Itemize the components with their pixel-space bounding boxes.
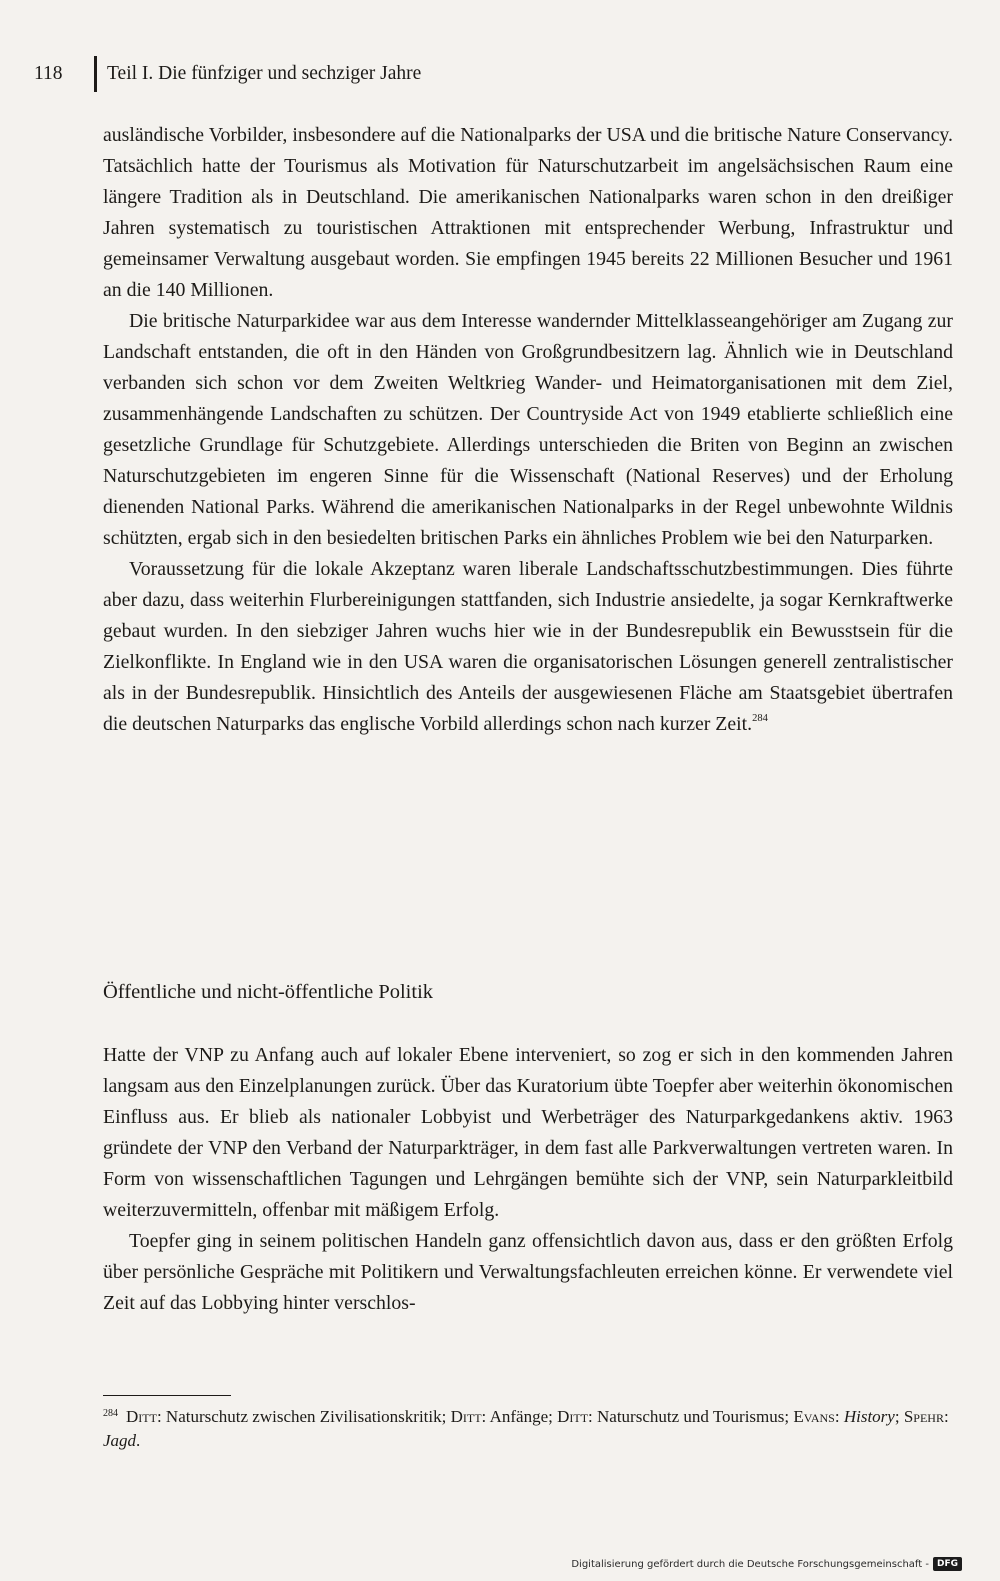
footnote-text: : — [943, 1407, 949, 1426]
footnote-text: : Naturschutz zwischen Zivilisationskritik; — [156, 1407, 451, 1426]
footnote-divider — [103, 1395, 231, 1396]
section-heading: Öffentliche und nicht-öffentliche Politik — [103, 981, 434, 1003]
page-number: 118 — [34, 63, 63, 84]
credit-text: Digitalisierung gefördert durch die Deutsche Forschungsgemeinschaft - — [571, 1558, 929, 1570]
paragraph-4: Hatte der VNP zu Anfang auch auf lokaler Ebene interveniert, so zog er sich in den kommenden Jahren langsam aus den Einzelplanungen zurück. Über das Kuratorium übte Toepfer aber weiterhin ökonomischen Einfluss aus. Er blieb als nationaler Lobbyist und Werbeträger des Naturparkgedankens aktiv. 1963 gründete der VNP den Verband der Naturparkträger, in dem fast alle Parkverwaltungen vertreten waren. In Form von wissenschaftlichen Tagungen und Lehrgängen bemühte sich der VNP, sein Naturparkleitbild weiterzuvermitteln, offenbar mit mäßigem Erfolg. — [103, 1044, 953, 1221]
footnote-author: Spehr — [903, 1407, 944, 1426]
footnote-text: : — [834, 1407, 844, 1426]
body-text-block-2 — [103, 1040, 953, 1319]
page-header — [34, 56, 421, 92]
footnote-author: Ditt — [450, 1407, 482, 1426]
digitization-credit — [571, 1557, 962, 1571]
footnote-number: 284 — [103, 1408, 118, 1419]
footnote-text: : Anfänge; — [481, 1407, 558, 1426]
paragraph-3-text: Voraussetzung für die lokale Akzeptanz waren liberale Landschaftsschutzbestimmungen. Dies führte aber dazu, dass weiterhin Flurbereinigungen stattfanden, sich Industrie ansiedelte, ja sogar Kernkraftwerke gebaut wurden. In den siebziger Jahren wuchs hier wie in der Bundesrepublik ein Bewusstsein für die Zielkonflikte. In England wie in den USA waren die organisatorischen Lösungen generell zentralistischer als in der Bundesrepublik. Hinsichtlich des Anteils der ausgewiesenen Fläche am Staatsgebiet übertrafen die deutschen Naturparks das englische Vorbild allerdings schon nach kurzer Zeit. — [103, 558, 953, 735]
dfg-logo: DFG — [933, 1557, 962, 1571]
header-divider — [94, 56, 97, 92]
footnote-title: History — [843, 1407, 895, 1426]
footnote-text: ; — [894, 1407, 904, 1426]
footnote-text: . — [136, 1431, 141, 1450]
footnote-reference[interactable]: 284 — [752, 713, 768, 724]
footnote-author: Ditt — [557, 1407, 589, 1426]
footnote-author: Evans — [793, 1407, 835, 1426]
footnote-title: Jagd — [103, 1431, 137, 1450]
paragraph-5: Toepfer ging in seinem politischen Handeln ganz offensichtlich davon aus, dass er den größten Erfolg über persönliche Gespräche mit Politikern und Verwaltungsfachleuten erreichen könne. Er verwendete viel Zeit auf das Lobbying hinter verschlos- — [103, 1230, 953, 1314]
body-text-block-1 — [103, 120, 953, 740]
footnote-author: Ditt — [126, 1407, 157, 1426]
footnote-text: : Naturschutz und Tourismus; — [588, 1407, 794, 1426]
footnote — [103, 1402, 953, 1453]
paragraph-2: Die britische Naturparkidee war aus dem Interesse wandernder Mittelklasseangehöriger am Zugang zur Landschaft entstanden, die oft in den Händen von Großgrundbesitzern lag. Ähnlich wie in Deutschland verbanden sich schon vor dem Zweiten Weltkrieg Wander- und Heimatorganisationen mit dem Ziel, zusammenhängende Landschaften zu schützen. Der Countryside Act von 1949 etablierte schließlich eine gesetzliche Grundlage für Schutzgebiete. Allerdings unterschieden die Briten von Beginn an zwischen Naturschutzgebieten im engeren Sinne für die Wissenschaft (National Reserves) und der Erholung dienenden National Parks. Während die amerikanischen Nationalparks in der Regel unbewohnte Wildnis schützten, ergab sich in den besiedelten britischen Parks ein ähnliches Problem wie bei den Naturparken. — [103, 310, 953, 549]
paragraph-3 — [103, 554, 953, 740]
running-title: Teil I. Die fünfziger und sechziger Jahre — [107, 63, 422, 84]
paragraph-1: ausländische Vorbilder, insbesondere auf die Nationalparks der USA und die britische Nature Conservancy. Tatsächlich hatte der Tourismus als Motivation für Naturschutzarbeit im angelsächsischen Raum eine längere Tradition als in Deutschland. Die amerikanischen Nationalparks waren schon in den dreißiger Jahren systematisch zu touristischen Attraktionen mit entsprechender Werbung, Infrastruktur und gemeinsamer Verwaltung ausgebaut worden. Sie empfingen 1945 bereits 22 Millionen Besucher und 1961 an die 140 Millionen. — [103, 124, 953, 301]
